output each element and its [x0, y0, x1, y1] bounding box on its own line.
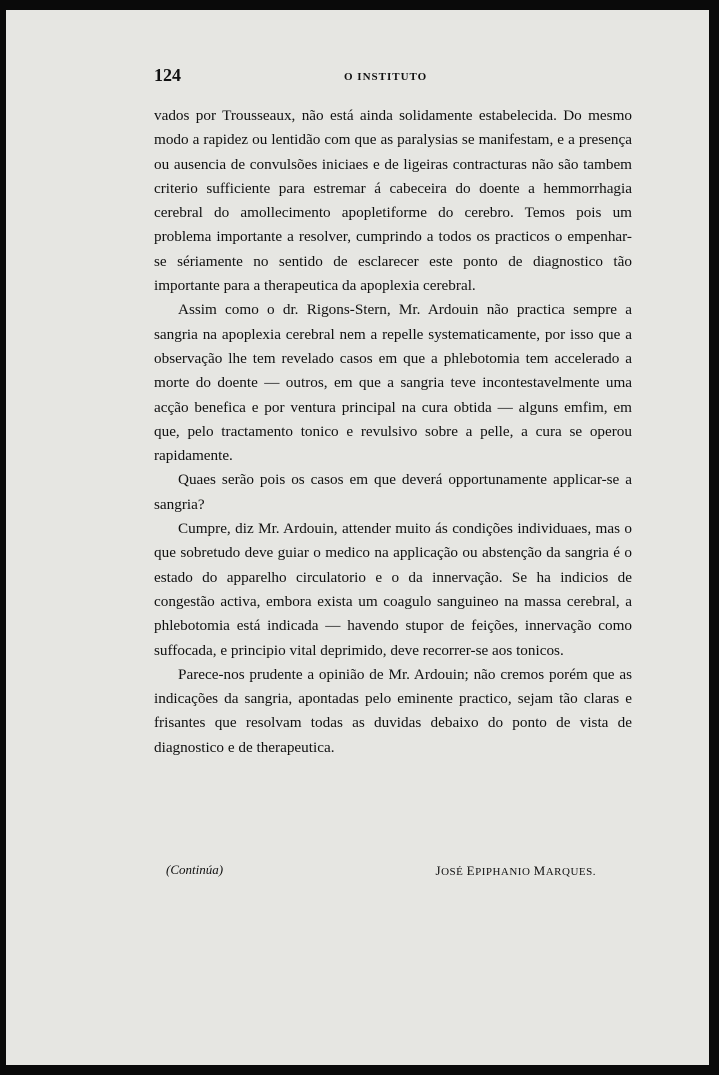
signature-line	[166, 862, 596, 884]
paragraph-2: Assim como o dr. Rigons-Stern, Mr. Ardouin não practica sempre a sangria na apoplexia cerebral nem a repelle systematicamente, por isso que a observação lhe tem revelado casos em que a phlebotomia tem accelerado a morte do doente — outros, em que a sangria teve incontestavelmente uma acção benefica e por ventura principal na cura obtida — alguns emfim, em que, pelo tractamento tonico e revulsivo sobre a pelle, a cura se operou rapidamente.	[154, 301, 632, 465]
page-number: 124	[154, 65, 181, 85]
paragraph-3: Quaes serão pois os casos em que deverá opportunamente applicar-se a sangria?	[154, 471, 632, 513]
document-page	[6, 10, 709, 1065]
continua-note: (Continúa)	[166, 862, 224, 877]
running-title: O INSTITUTO	[344, 71, 428, 83]
paragraph-4: Cumpre, diz Mr. Ardouin, attender muito ás condições individuaes, mas o que sobretudo deve guiar o medico na applicação ou abstenção da sangria é o estado do apparelho circulatorio e o da innervação. Se ha indicios de congestão activa, embora exista um coagulo sanguineo na massa cerebral, a phlebotomia está indicada — havendo stupor de feições, innervação como suffocada, e principio vital deprimido, deve recorrer-se aos tonicos.	[154, 520, 632, 659]
article-body	[154, 104, 632, 760]
paragraph-1: vados por Trousseaux, não está ainda solidamente estabelecida. Do mesmo modo a rapidez ou lentidão com que as paralysias se manifestam, e a presença ou ausencia de convulsões iniciaes e de ligeiras contracturas não são tambem criterio sufficiente para estremar á cabeceira do doente a hemmorrhagia cerebral do amollecimento apopletiforme do cerebro. Temos pois um problema importante a resolver, cumprindo a todos os practicos o empenhar-se sériamente no sentido de esclarecer este ponto de diagnostico tão importante para a therapeutica da apoplexia cerebral.	[154, 107, 632, 295]
page-header	[154, 65, 632, 91]
author-name: JOSÉ EPIPHANIO MARQUES.	[435, 863, 596, 878]
paragraph-5: Parece-nos prudente a opinião de Mr. Ardouin; não cremos porém que as indicações da sangria, apontadas pelo eminente practico, sejam tão claras e frisantes que resolvam todas as duvidas debaixo do ponto de vista de diagnostico e de therapeutica.	[154, 665, 632, 756]
